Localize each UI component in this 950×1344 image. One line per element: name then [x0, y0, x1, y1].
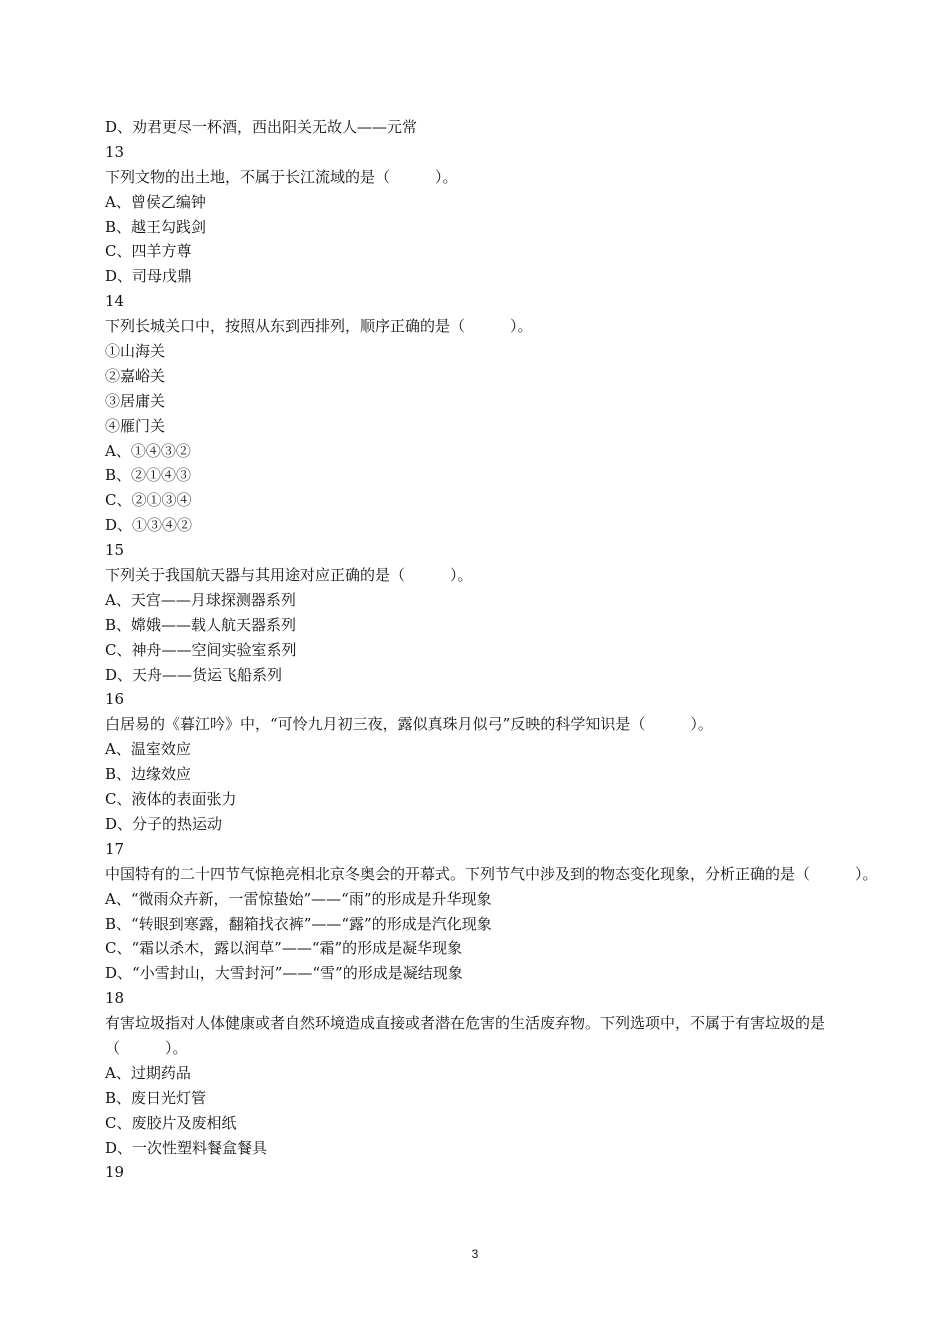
q17-option-a: A、“微雨众卉新，一雷惊蛰始”——“雨”的形成是升华现象 — [105, 889, 492, 908]
page-number: 3 — [471, 1247, 479, 1261]
q13-option-c: C、四羊方尊 — [105, 242, 192, 261]
question-stem-15: 下列关于我国航天器与其用途对应正确的是（ ）。 — [105, 566, 473, 585]
q14-option-d: D、①③④② — [105, 516, 193, 535]
question-number-18: 18 — [105, 989, 125, 1008]
question-number-15: 15 — [105, 541, 125, 560]
q13-option-a: A、曾侯乙编钟 — [105, 192, 206, 211]
q17-option-b: B、“转眼到寒露，翻箱找衣裤”——“露”的形成是汽化现象 — [105, 914, 492, 933]
question-stem-17: 中国特有的二十四节气惊艳亮相北京冬奥会的开幕式。下列节气中涉及到的物态变化现象，分析正确的是（ ）。 — [105, 864, 878, 883]
q14-option-b: B、②①④③ — [105, 466, 192, 485]
q14-item-3: ③居庸关 — [105, 391, 166, 410]
question-number-14: 14 — [105, 292, 125, 311]
q13-option-b: B、越王勾践剑 — [105, 217, 207, 236]
question-number-17: 17 — [105, 839, 125, 858]
q16-option-a: A、温室效应 — [105, 740, 191, 759]
q15-option-b: B、嫦娥——载人航天器系列 — [105, 615, 297, 634]
q14-item-1: ①山海关 — [105, 342, 166, 361]
q14-option-a: A、①④③② — [105, 441, 191, 460]
q15-option-a: A、天宫——月球探测器系列 — [105, 590, 296, 609]
question-stem-18: 有害垃圾指对人体健康或者自然环境造成直接或者潜在危害的生活废弃物。下列选项中，不属于有害垃圾的是（ ）。 — [105, 1014, 826, 1057]
q15-option-c: C、神舟——空间实验室系列 — [105, 640, 297, 659]
q16-option-b: B、边缘效应 — [105, 765, 192, 784]
question-stem-14: 下列长城关口中，按照从东到西排列，顺序正确的是（ ）。 — [105, 317, 533, 336]
q18-option-c: C、废胶片及废相纸 — [105, 1113, 237, 1132]
q15-option-d: D、天舟——货运飞船系列 — [105, 665, 283, 684]
q18-option-d: D、一次性塑料餐盒餐具 — [105, 1138, 268, 1157]
q16-option-d: D、分子的热运动 — [105, 814, 223, 833]
q14-item-2: ②嘉峪关 — [105, 366, 166, 385]
question-list — [105, 115, 885, 1185]
q18-option-a: A、过期药品 — [105, 1063, 191, 1082]
q18-option-b: B、废日光灯管 — [105, 1088, 207, 1107]
q17-option-c: C、“霜以杀木，露以润草”——“霜”的形成是凝华现象 — [105, 939, 463, 958]
question-number-13: 13 — [105, 142, 125, 161]
question-stem-13: 下列文物的出土地，不属于长江流域的是（ ）。 — [105, 167, 458, 186]
question-number-16: 16 — [105, 690, 125, 709]
q13-option-d: D、司母戊鼎 — [105, 267, 193, 286]
q16-option-c: C、液体的表面张力 — [105, 790, 237, 809]
q14-option-c: C、②①③④ — [105, 491, 192, 510]
question-number-19: 19 — [105, 1163, 125, 1182]
q17-option-d: D、“小雪封山，大雪封河”——“雪”的形成是凝结现象 — [105, 964, 463, 983]
question-stem-16: 白居易的《暮江吟》中，“可怜九月初三夜，露似真珠月似弓”反映的科学知识是（ ）。 — [105, 715, 713, 734]
q14-item-4: ④雁门关 — [105, 416, 166, 435]
prev-option-d: D、劝君更尽一杯酒，西出阳关无故人——元常 — [105, 118, 418, 136]
